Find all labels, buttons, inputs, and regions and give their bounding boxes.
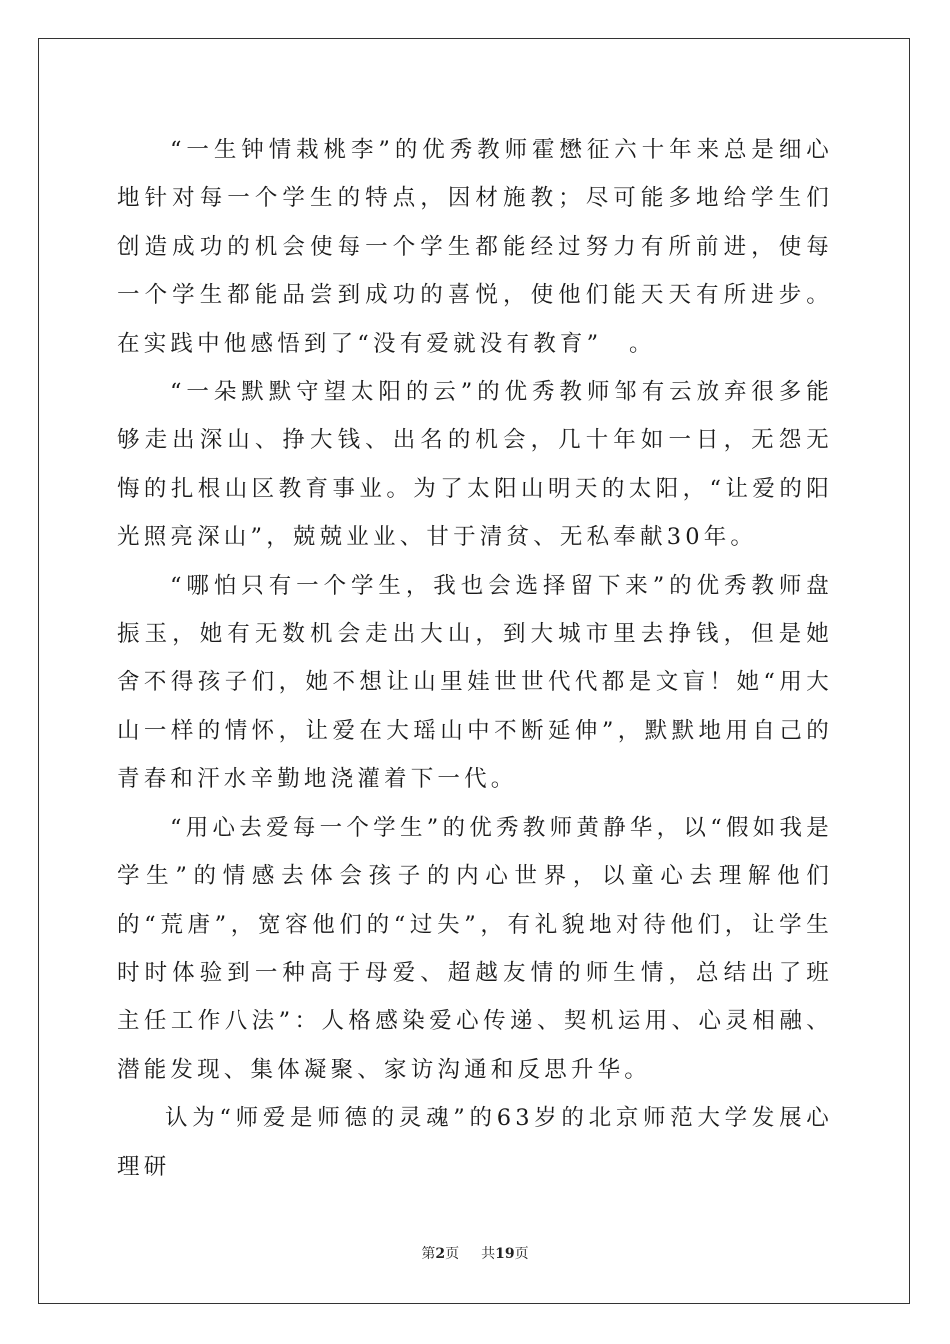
paragraph-zou-youyun: “一朵默默守望太阳的云”的优秀教师邹有云放弃很多能够走出深山、挣大钱、出名的机会，几十年如一日，无怨无悔的扎根山区教育事业。为了太阳山明天的太阳，“让爱的阳光照亮深山”，兢兢业业、甘于清贫、无私奉献30年。 [117, 379, 833, 551]
paragraph-beijing-normal: 认为“师爱是师德的灵魂”的63岁的北京师范大学发展心理研 [117, 1105, 833, 1180]
document-body [117, 126, 833, 1191]
page-prefix: 第 [421, 1246, 436, 1262]
total-pages: 19 [495, 1246, 515, 1262]
total-suffix: 页 [514, 1246, 529, 1262]
paragraph-pan-zhenyu: “哪怕只有一个学生，我也会选择留下来”的优秀教师盘振玉，她有无数机会走出大山，到大城市里去挣钱，但是她舍不得孩子们，她不想让山里娃世世代代都是文盲！她“用大山一样的情怀，让爱在大瑶山中不断延伸”，默默地用自己的青春和汗水辛勤地浇灌着下一代。 [117, 572, 833, 793]
page-footer [0, 1243, 950, 1263]
paragraph-huang-jinghua: “用心去爱每一个学生”的优秀教师黄静华，以“假如我是学生”的情感去体会孩子的内心世界，以童心去理解他们的“荒唐”，宽容他们的“过失”，有礼貌地对待他们，让学生时时体验到一种高于母爱、超越友情的师生情，总结出了班主任工作八法”：人格感染爱心传递、契机运用、心灵相融、潜能发现、集体凝聚、家访沟通和反思升华。 [117, 814, 833, 1083]
paragraph-huo-maozheng: “一生钟情栽桃李”的优秀教师霍懋征六十年来总是细心地针对每一个学生的特点，因材施教；尽可能多地给学生们创造成功的机会使每一个学生都能经过努力有所前进，使每一个学生都能品尝到成功的喜悦，使他们能天天有所进步。在实践中他感悟到了“没有爱就没有教育” 。 [117, 137, 833, 357]
page-number: 2 [435, 1246, 446, 1262]
total-prefix: 共 [481, 1246, 496, 1262]
page-suffix: 页 [445, 1246, 460, 1262]
